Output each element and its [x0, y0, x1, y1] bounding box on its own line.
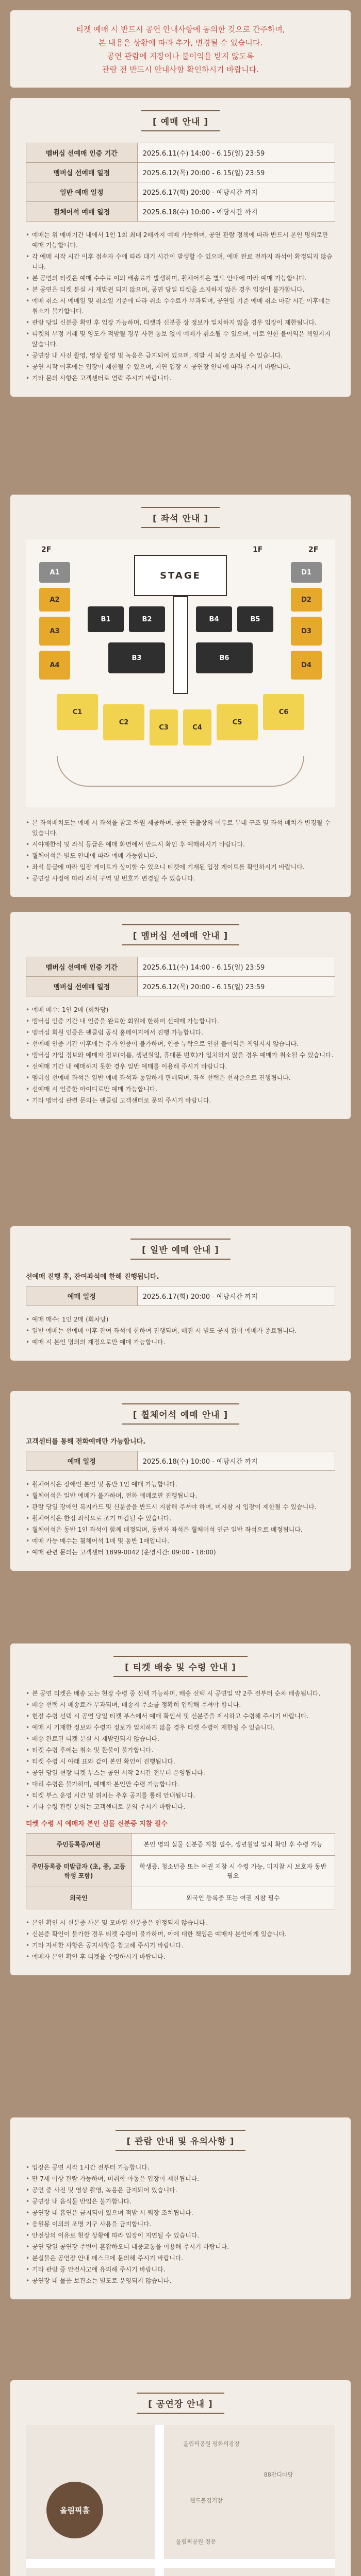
booking-bullets — [26, 230, 335, 383]
seat-map — [26, 539, 335, 807]
ticket-section — [10, 1643, 351, 1975]
notice-line: 티켓 예매 시 반드시 공연 안내사항에 동의한 것으로 간주하며, — [76, 25, 285, 34]
list-item: • 예매 취소 시 예매일 및 취소일 기준에 따라 취소 수수료가 부과되며, 공연일 기준 예매 취소 마감 시간 이후에는 취소가 불가합니다. — [26, 296, 335, 316]
list-item: • 티켓 수령 후에는 취소 및 환불이 불가합니다. — [26, 1745, 335, 1755]
seats-bullets — [26, 818, 335, 884]
row-key: 멤버십 선예매 인증 기간 — [26, 143, 138, 163]
list-item: • 멤버십 선예매 좌석은 일반 예매 좌석과 동일하게 판매되며, 좌석 선택은 선착순으로 진행됩니다. — [26, 1073, 335, 1083]
list-item: • 입장은 공연 시작 1시간 전부터 가능합니다. — [26, 2162, 335, 2173]
ticket-subhead: 티켓 수령 시 예매자 본인 실물 신분증 지참 필수 — [26, 1820, 168, 1828]
venue-marker[interactable]: 올림픽홀 — [46, 2482, 103, 2538]
balcony-outline — [57, 756, 304, 787]
list-item: • 선예매 기간 내 예매하지 못한 경우 일반 예매를 이용해 주시기 바랍니다. — [26, 1061, 335, 1072]
seat-block[interactable]: C5 — [217, 704, 258, 740]
list-item: • 예매자 본인 확인 후 티켓을 수령하시기 바랍니다. — [26, 1952, 335, 1962]
table-row — [26, 202, 335, 222]
seat-block[interactable]: D1 — [291, 562, 322, 583]
list-item: • 각 예매 시작 시간 이후 접속자 수에 따라 대기 시간이 발생할 수 있으며, 예매 완료 전까지 좌석이 확정되지 않습니다. — [26, 251, 335, 272]
notice-line: 관람 전 반드시 안내사항 확인하시기 바랍니다. — [102, 65, 259, 74]
etiquette-title: [ 관람 안내 및 유의사항 ] — [116, 2130, 246, 2151]
row-key: 일반 예매 일정 — [26, 182, 138, 202]
row-key: 멤버십 선예매 일정 — [26, 163, 138, 182]
ticket-title: [ 티켓 배송 및 수령 안내 ] — [113, 1656, 248, 1677]
list-item: • 공연장 내 음식물 반입은 불가합니다. — [26, 2196, 335, 2207]
id-table — [26, 1833, 335, 1909]
row-value: 학생증, 청소년증 또는 여권 지참 시 수령 가능, 미지참 시 보호자 동반 필요 — [131, 1856, 335, 1887]
list-item: • 티켓 부스 운영 시간 및 위치는 추후 공지를 통해 안내됩니다. — [26, 1790, 335, 1801]
list-item: • 좌석 등급에 따라 입장 게이트가 상이할 수 있으니 티켓에 기재된 입장 게이트를 확인하시기 바랍니다. — [26, 862, 335, 872]
list-item: • 기타 관람 중 안전사고에 유의해 주시기 바랍니다. — [26, 2264, 335, 2275]
table-row — [26, 1451, 335, 1471]
etiquette-section — [10, 2117, 351, 2299]
list-item: • 본인 확인 시 신분증 사본 및 모바일 신분증은 인정되지 않습니다. — [26, 1918, 335, 1928]
seat-block[interactable]: C2 — [103, 704, 144, 740]
list-item: • 배송 완료된 티켓 분실 시 재발권되지 않습니다. — [26, 1734, 335, 1744]
row-value: 2025.6.12(목) 20:00 - 6.15(일) 23:59 — [137, 163, 335, 182]
list-item: • 예매는 위 예매기간 내에서 1인 1회 최대 2매까지 예매 가능하며, 공연 관람 정책에 따라 반드시 본인 명의로만 예매 가능합니다. — [26, 230, 335, 250]
list-item: • 예매 시 본인 명의의 계정으로만 예매 가능합니다. — [26, 1337, 335, 1347]
list-item: • 기타 문의 사항은 고객센터로 연락 주시기 바랍니다. — [26, 373, 335, 383]
list-item: • 예매 매수: 1인 2매 (회차당) — [26, 1314, 335, 1325]
stage: STAGE — [134, 555, 227, 596]
table-row — [26, 1834, 335, 1856]
map-label: 88잔디마당 — [264, 2471, 293, 2478]
row-key: 휠체어석 예매 일정 — [26, 202, 138, 222]
map-label: 핸드볼경기장 — [190, 2497, 223, 2504]
list-item: • 선예매 인증 기간 이후에는 추가 인증이 불가하며, 인증 누락으로 인한 불이익은 책임지지 않습니다. — [26, 1039, 335, 1049]
row-value: 2025.6.17(화) 20:00 - 예당시간 까지 — [137, 1286, 335, 1306]
table-row — [26, 957, 335, 977]
etiquette-bullets — [26, 2162, 335, 2286]
notice-line: 본 내용은 상황에 따라 추가, 변경될 수 있습니다. — [98, 38, 263, 47]
list-item: • 공연 시작 이후에는 입장이 제한될 수 있으며, 지연 입장 시 공연장 안내에 따라 주시기 바랍니다. — [26, 362, 335, 372]
seat-block[interactable]: B4 — [196, 606, 232, 632]
list-item: • 휠체어석은 동반 1인 좌석이 함께 배정되며, 동반자 좌석은 휠체어석 인근 일반 좌석으로 배정됩니다. — [26, 1524, 335, 1535]
seat-block[interactable]: D3 — [291, 617, 322, 646]
booking-title: [ 예매 안내 ] — [141, 110, 220, 131]
map-label: 올림픽공원 정문 — [176, 2538, 216, 2545]
seat-block[interactable]: C6 — [263, 694, 304, 730]
table-row — [26, 143, 335, 163]
membership-section — [10, 912, 351, 1119]
seat-block[interactable]: A1 — [39, 562, 70, 583]
wheelchair-table — [26, 1451, 335, 1471]
list-item: • 티켓의 부정 거래 및 양도가 적발될 경우 사전 통보 없이 예매가 취소될 수 있으며, 이로 인한 불이익은 책임지지 않습니다. — [26, 329, 335, 349]
wheelchair-bullets — [26, 1479, 335, 1557]
list-item: • 공연 중 사진 및 영상 촬영, 녹음은 금지되어 있습니다. — [26, 2185, 335, 2195]
list-item: • 본 공연의 티켓은 예매 수수료 이외 배송료가 발생하며, 휠체어석은 별도 안내에 따라 예매 가능합니다. — [26, 273, 335, 283]
list-item: • 본 좌석배치도는 예매 시 좌석을 참고 차원 제공하며, 공연 연출상의 이유로 무대 구조 및 좌석 배치가 변경될 수 있습니다. — [26, 818, 335, 838]
road — [26, 2559, 335, 2568]
list-item: • 휠체어석은 일반 예매가 불가하며, 전화 예매로만 진행됩니다. — [26, 1490, 335, 1501]
seat-block[interactable]: C1 — [57, 694, 98, 730]
seat-block[interactable]: B6 — [196, 642, 253, 673]
list-item: • 멤버십 회원 인증은 팬클럽 공식 홈페이지에서 진행 가능합니다. — [26, 1027, 335, 1038]
list-item: • 기타 자세한 사항은 공지사항을 참고해 주시기 바랍니다. — [26, 1940, 335, 1951]
seats-title: [ 좌석 안내 ] — [141, 507, 220, 528]
list-item: • 휠체어석은 별도 안내에 따라 예매 가능합니다. — [26, 851, 335, 861]
list-item: • 만 7세 이상 관람 가능하며, 미취학 아동은 입장이 제한됩니다. — [26, 2174, 335, 2184]
general-title: [ 일반 예매 안내 ] — [130, 1239, 231, 1260]
seat-block[interactable]: A3 — [39, 617, 70, 646]
list-item: • 멤버십 인증 기간 내 인증을 완료한 회원에 한하여 선예매 가능합니다. — [26, 1016, 335, 1026]
general-section — [10, 1226, 351, 1361]
table-row — [26, 1286, 335, 1306]
list-item: • 신분증 확인이 불가한 경우 티켓 수령이 불가하며, 이에 대한 책임은 예매자 본인에게 있습니다. — [26, 1929, 335, 1939]
booking-section — [10, 98, 351, 397]
table-row — [26, 1856, 335, 1887]
seat-block[interactable]: D4 — [291, 651, 322, 680]
venue-map — [26, 2425, 335, 2576]
table-row — [26, 977, 335, 996]
general-table — [26, 1286, 335, 1306]
seat-block[interactable]: C3 — [150, 709, 178, 745]
runway — [173, 596, 188, 694]
list-item: • 기타 멤버십 관련 문의는 팬클럽 고객센터로 문의 주시기 바랍니다. — [26, 1095, 335, 1106]
seats-section — [10, 495, 351, 897]
list-item: • 대리 수령은 불가하며, 예매자 본인만 수령 가능합니다. — [26, 1779, 335, 1789]
seat-block[interactable]: A4 — [39, 651, 70, 680]
general-note: 선예매 진행 후, 잔여좌석에 한해 진행됩니다. — [26, 1273, 159, 1281]
membership-bullets — [26, 1005, 335, 1106]
notice-line: 공연 관람에 지장이나 불이익을 받지 않도록 — [107, 52, 254, 61]
row-key: 외국인 — [26, 1887, 132, 1909]
venue-title: [ 공연장 안내 ] — [137, 2393, 224, 2414]
list-item: • 현장 수령 선택 시 공연 당일 티켓 부스에서 예매 확인서 및 신분증을 제시하고 수령해 주시기 바랍니다. — [26, 1711, 335, 1721]
booking-table — [26, 143, 335, 222]
row-value: 2025.6.17(화) 20:00 - 예당시간 까지 — [137, 182, 335, 202]
table-row — [26, 1887, 335, 1909]
list-item: • 안전상의 이유로 현장 상황에 따라 입장이 지연될 수 있습니다. — [26, 2230, 335, 2241]
seat-block[interactable]: B1 — [88, 606, 124, 632]
row-key: 멤버십 선예매 일정 — [26, 977, 138, 996]
seat-block[interactable]: D2 — [291, 588, 322, 612]
seat-block[interactable]: B3 — [108, 642, 165, 673]
row-value: 2025.6.11(수) 14:00 - 6.15(일) 23:59 — [137, 143, 335, 163]
list-item: • 예매 시 기재한 정보와 수령자 정보가 일치하지 않을 경우 티켓 수령이 제한될 수 있습니다. — [26, 1722, 335, 1733]
top-notice — [10, 10, 351, 88]
list-item: • 공연장 내 흡연은 금지되어 있으며 적발 시 퇴장 조치됩니다. — [26, 2208, 335, 2218]
wheelchair-note: 고객센터를 통해 전화예매만 가능합니다. — [26, 1438, 146, 1446]
row-value: 2025.6.18(수) 10:00 - 예당시간 까지 — [137, 1451, 335, 1471]
list-item: • 공연장 내 사진 촬영, 영상 촬영 및 녹음은 금지되어 있으며, 적발 시 퇴장 조치될 수 있습니다. — [26, 350, 335, 361]
row-value: 외국인 등록증 또는 여권 지참 필수 — [131, 1887, 335, 1909]
floor-label: 2F — [41, 546, 52, 554]
row-key: 주민등록증 미발급자 (초, 중, 고등학생 포함) — [26, 1856, 132, 1887]
list-item: • 공연장 사정에 따라 좌석 구역 및 번호가 변경될 수 있습니다. — [26, 873, 335, 884]
seat-block[interactable]: C4 — [183, 709, 211, 745]
list-item: • 배송 선택 시 배송료가 부과되며, 배송지 주소를 정확히 입력해 주셔야 합니다. — [26, 1700, 335, 1710]
list-item: • 예매 관련 문의는 고객센터 1899-0042 (운영시간: 09:00 - 18:00) — [26, 1547, 335, 1557]
list-item: • 공연 당일 현장 티켓 부스는 공연 시작 2시간 전부터 운영됩니다. — [26, 1768, 335, 1778]
list-item: • 관람 당일 신분증 확인 후 입장 가능하며, 티켓과 신분증 상 정보가 일치하지 않을 경우 입장이 제한됩니다. — [26, 317, 335, 328]
list-item: • 휠체어석은 한정 좌석으로 조기 마감될 수 있습니다. — [26, 1513, 335, 1523]
list-item: • 예매 가능 매수는 휠체어석 1매 및 동반 1매입니다. — [26, 1536, 335, 1546]
membership-table — [26, 957, 335, 996]
list-item: • 일반 예매는 선예매 이후 잔여 좌석에 한하여 진행되며, 매진 시 별도 공지 없이 예매가 종료됩니다. — [26, 1326, 335, 1336]
table-row — [26, 163, 335, 182]
row-value: 2025.6.11(수) 14:00 - 6.15(일) 23:59 — [137, 957, 335, 977]
list-item: • 관람 당일 장애인 복지카드 및 신분증을 반드시 지참해 주셔야 하며, 미지참 시 입장이 제한될 수 있습니다. — [26, 1502, 335, 1512]
list-item: • 휠체어석은 장애인 본인 및 동반 1인 예매 가능합니다. — [26, 1479, 335, 1489]
row-value: 본인 명의 실물 신분증 지참 필수, 생년월일 일치 확인 후 수령 가능 — [131, 1834, 335, 1856]
seat-block[interactable]: B5 — [237, 606, 273, 632]
membership-title: [ 멤버십 선예매 안내 ] — [122, 924, 240, 945]
list-item: • 공연장 내 물품 보관소는 별도로 운영되지 않습니다. — [26, 2276, 335, 2286]
list-item: • 분실물은 공연장 안내 데스크에 문의해 주시기 바랍니다. — [26, 2253, 335, 2263]
seat-block[interactable]: A2 — [39, 588, 70, 612]
seat-block[interactable]: B2 — [129, 606, 165, 632]
row-key: 주민등록증/여권 — [26, 1834, 132, 1856]
list-item: • 기타 수령 관련 문의는 고객센터로 문의 주시기 바랍니다. — [26, 1802, 335, 1812]
list-item: • 선예매 시 인증한 아이디로만 예매 가능합니다. — [26, 1084, 335, 1094]
floor-label: 1F — [253, 546, 263, 554]
row-key: 예매 일정 — [26, 1451, 138, 1471]
list-item: • 응원봉 이외의 조명 기구 사용을 금지합니다. — [26, 2219, 335, 2229]
list-item: • 시야제한석 및 좌석 등급은 예매 화면에서 반드시 확인 후 예매하시기 바랍니다. — [26, 839, 335, 850]
row-key: 예매 일정 — [26, 1286, 138, 1306]
general-bullets — [26, 1314, 335, 1347]
list-item: • 멤버십 가입 정보와 예매자 정보(이름, 생년월일, 휴대폰 번호)가 일치하지 않을 경우 예매가 취소될 수 있습니다. — [26, 1050, 335, 1060]
list-item: • 공연 당일 공연장 주변이 혼잡하오니 대중교통을 이용해 주시기 바랍니다. — [26, 2242, 335, 2252]
ticket-bullets — [26, 1688, 335, 1812]
row-value: 2025.6.12(목) 20:00 - 6.15(일) 23:59 — [137, 977, 335, 996]
list-item: • 본 공연은 티켓 분실 시 재발권 되지 않으며, 공연 당일 티켓을 소지하지 않은 경우 입장이 불가합니다. — [26, 284, 335, 295]
floor-label: 2F — [308, 546, 319, 554]
row-key: 멤버십 선예매 인증 기간 — [26, 957, 138, 977]
list-item: • 티켓 수령 시 아래 표와 같이 본인 확인이 진행됩니다. — [26, 1756, 335, 1767]
table-row — [26, 182, 335, 202]
venue-section — [10, 2380, 351, 2576]
wheelchair-title: [ 휠체어석 예매 안내 ] — [122, 1403, 240, 1425]
ticket-bullets-2 — [26, 1918, 335, 1962]
road — [155, 2425, 164, 2576]
map-label: 올림픽공원 평화의광장 — [183, 2441, 240, 2447]
row-value: 2025.6.18(수) 10:00 - 예당시간 까지 — [137, 202, 335, 222]
list-item: • 예매 매수: 1인 2매 (회차당) — [26, 1005, 335, 1015]
list-item: • 본 공연 티켓은 배송 또는 현장 수령 중 선택 가능하며, 배송 선택 시 공연일 약 2주 전부터 순차 배송됩니다. — [26, 1688, 335, 1699]
wheelchair-section — [10, 1391, 351, 1571]
